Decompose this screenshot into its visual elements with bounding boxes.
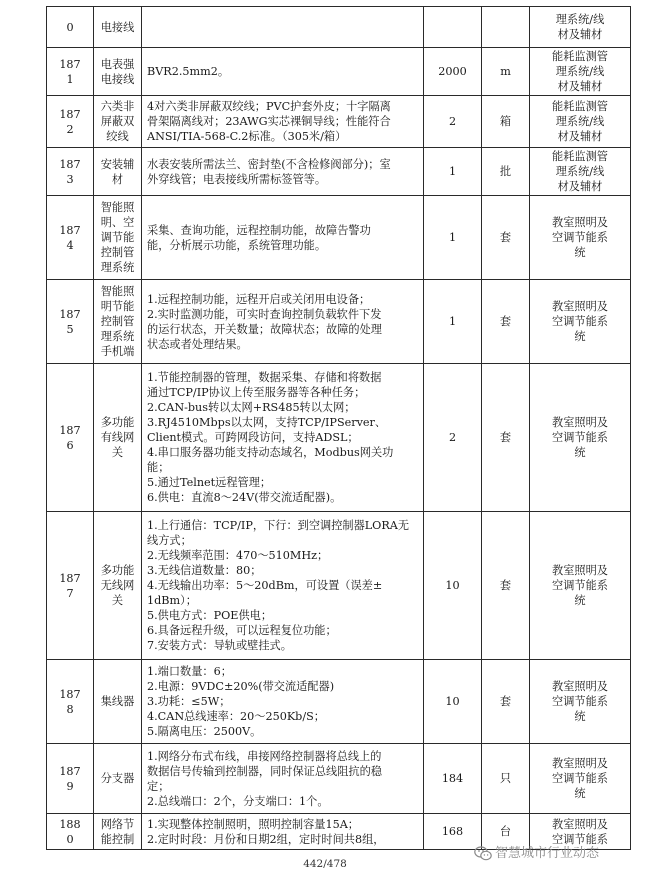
cell-specification-line: 4.无线输出功率：5～20dBm，可设置（误差± — [147, 579, 383, 592]
cell-number — [47, 364, 94, 512]
cell-specification — [142, 280, 424, 364]
cell-specification-line: 数据信号传输到控制器，同时保证总线阻抗的稳 — [147, 764, 382, 778]
cell-specification — [142, 96, 424, 148]
table-row — [47, 96, 631, 148]
cell-quantity: 1 — [424, 148, 482, 196]
cell-quantity: 1 — [424, 280, 482, 364]
table-row — [47, 7, 631, 48]
cell-number — [47, 744, 94, 814]
cell-specification-line: 定； — [147, 779, 170, 793]
cell-specification — [142, 814, 424, 850]
cell-specification-line: 状态或者处理结果。 — [147, 337, 248, 351]
cell-specification-line: 外穿线管；电表接线所需标签管等。 — [147, 172, 327, 186]
cell-number-line: 187 — [59, 57, 81, 71]
cell-system — [530, 364, 631, 512]
cell-system-line: 材及辅材 — [557, 130, 603, 143]
cell-quantity: 168 — [424, 814, 482, 850]
equipment-table — [46, 6, 631, 850]
cell-number-line: 8 — [66, 702, 74, 716]
cell-system-line: 教室照明及 — [552, 817, 608, 831]
cell-system-line: 空调节能系 — [552, 772, 608, 785]
cell-item-name — [94, 744, 142, 814]
cell-system-line: 统 — [574, 246, 586, 259]
cell-specification-line: 2.电源：9VDC±20%(带交流适配器) — [147, 680, 335, 693]
cell-quantity: 2 — [424, 96, 482, 148]
table-row — [47, 48, 631, 96]
cell-system — [530, 280, 631, 364]
table-row — [47, 660, 631, 744]
cell-item-name — [94, 660, 142, 744]
cell-item-name — [94, 280, 142, 364]
cell-item-name-line: 明、空 — [100, 216, 135, 229]
cell-item-name-line: 关 — [111, 594, 124, 607]
cell-specification-line: Client模式。可跨网段访问，支持ADSL； — [147, 431, 359, 444]
cell-unit: 批 — [482, 148, 530, 196]
cell-specification-line: 2.定时时段：月份和日期2组，定时时间共8组， — [147, 832, 385, 846]
cell-system-line: 教室照明及 — [552, 416, 608, 429]
table-row — [47, 744, 631, 814]
cell-specification-line: 的运行状态，开关数量；故障状态；故障的处理 — [147, 322, 382, 336]
cell-specification-line: 5.隔离电压：2500V。 — [147, 725, 262, 738]
cell-item-name — [94, 148, 142, 196]
cell-item-name-line: 调节能 — [100, 231, 135, 244]
cell-system-line: 教室照明及 — [552, 757, 608, 770]
watermark-text: 智慧城市行业动态 — [495, 846, 600, 861]
cell-specification-line: 6.具备远程升级，可以远程复位功能； — [147, 624, 337, 637]
cell-specification-line: 4.CAN总线速率：20～250Kb/S； — [147, 710, 325, 723]
cell-system-line: 理系统/线 — [555, 115, 605, 128]
cell-system — [530, 48, 631, 96]
cell-system — [530, 660, 631, 744]
cell-unit: 套 — [482, 364, 530, 512]
cell-item-name-line: 理系统 — [100, 261, 135, 274]
cell-item-name-line: 多功能 — [100, 416, 135, 429]
cell-specification-line: 2.CAN-bus转以太网+RS485转以太网； — [147, 401, 356, 414]
table-body — [47, 7, 631, 850]
cell-specification-line: ANSI/TIA-568-C.2标准。（305米/箱） — [147, 130, 347, 143]
cell-specification-line: 1.网络分布式布线，串接网络控制器将总线上的 — [147, 749, 382, 763]
cell-specification-line: 1.上行通信：TCP/IP，下行：到空调控制器LORA无 — [147, 519, 410, 532]
cell-specification-line: 2.总线端口：2个，分支端口：1个。 — [147, 794, 329, 808]
cell-item-name-line: 分支器 — [100, 772, 135, 785]
cell-quantity: 2 — [424, 364, 482, 512]
cell-item-name-line: 手机端 — [100, 345, 135, 358]
cell-specification-line: 采集、查询功能，远程控制功能，故障告警功 — [147, 223, 371, 237]
cell-number-line: 187 — [59, 223, 81, 237]
cell-item-name — [94, 96, 142, 148]
cell-specification-line: 3.功耗：≤5W； — [147, 695, 231, 708]
cell-specification-line: 2.无线频率范围：470～510MHz； — [147, 549, 329, 562]
cell-item-name-line: 有线网 — [100, 431, 135, 444]
cell-specification-line: 5.通过Telnet远程管理； — [147, 476, 272, 489]
cell-item-name-line: 集线器 — [100, 695, 135, 708]
cell-system-line: 统 — [574, 330, 586, 343]
cell-system-line: 教室照明及 — [552, 564, 608, 577]
cell-quantity: 10 — [424, 660, 482, 744]
cell-item-name — [94, 364, 142, 512]
cell-item-name-line: 多功能 — [100, 564, 135, 577]
cell-number — [47, 96, 94, 148]
cell-quantity: 184 — [424, 744, 482, 814]
cell-number-line: 2 — [66, 122, 74, 136]
cell-specification — [142, 48, 424, 96]
cell-specification — [142, 364, 424, 512]
cell-unit: 台 — [482, 814, 530, 850]
cell-number-line: 7 — [66, 586, 74, 600]
cell-system-line: 材及辅材 — [557, 80, 603, 93]
cell-quantity: 10 — [424, 512, 482, 660]
cell-system-line: 空调节能系 — [552, 231, 608, 244]
cell-number-line: 187 — [59, 423, 81, 437]
cell-specification-line: 1.实现整体控制照明，照明控制容量15A； — [147, 817, 359, 831]
cell-specification-line: 水表安装所需法兰、密封垫(不含检修阀部分)；室 — [147, 157, 391, 171]
cell-number-line: 1 — [66, 72, 74, 86]
cell-item-name-line: 明节能 — [100, 300, 135, 313]
cell-item-name-line: 智能照 — [100, 285, 135, 298]
cell-item-name-line: 电接线 — [100, 20, 135, 34]
cell-specification-line: 通过TCP/IP协议上传至服务器等各种任务； — [147, 386, 366, 399]
cell-system-line: 材及辅材 — [557, 180, 603, 193]
cell-specification — [142, 7, 424, 48]
cell-quantity: 2000 — [424, 48, 482, 96]
cell-specification-line: 能； — [147, 461, 170, 474]
cell-specification-line: 4.串口服务器功能支持动态域名，Modbus网关功 — [147, 446, 394, 459]
cell-number-line: 187 — [59, 107, 81, 121]
table-row — [47, 196, 631, 280]
cell-item-name-line: 关 — [111, 446, 124, 459]
cell-number — [47, 512, 94, 660]
cell-specification-line: 1.端口数量：6； — [147, 665, 232, 678]
cell-item-name — [94, 196, 142, 280]
cell-specification-line: 5.供电方式：POE供电； — [147, 609, 273, 622]
cell-specification-line: 4对六类非屏蔽双绞线；PVC护套外皮；十字隔离 — [147, 100, 391, 113]
cell-system — [530, 7, 631, 48]
cell-number-line: 9 — [66, 779, 74, 793]
cell-specification — [142, 660, 424, 744]
cell-number — [47, 196, 94, 280]
table-row — [47, 280, 631, 364]
cell-specification-line: 7.安装方式：导轨或壁挂式。 — [147, 639, 292, 652]
table-row — [47, 148, 631, 196]
cell-unit — [482, 7, 530, 48]
cell-quantity — [424, 7, 482, 48]
cell-number-line: 0 — [66, 20, 74, 34]
cell-unit: 套 — [482, 660, 530, 744]
cell-number-line: 187 — [59, 764, 81, 778]
cell-system — [530, 196, 631, 280]
wechat-icon — [474, 846, 492, 861]
cell-unit: 套 — [482, 280, 530, 364]
cell-unit: 套 — [482, 196, 530, 280]
page-number: 442/478 — [303, 858, 347, 870]
cell-specification-line: 1dBm）； — [147, 594, 197, 607]
cell-unit: m — [482, 48, 530, 96]
cell-specification-line: 6.供电：直流8～24V(带交流适配器)。 — [147, 491, 342, 504]
cell-system-line: 教室照明及 — [552, 680, 608, 693]
cell-system-line: 统 — [574, 594, 586, 607]
cell-system — [530, 96, 631, 148]
cell-number — [47, 148, 94, 196]
cell-item-name-line: 材 — [111, 172, 124, 186]
table-row — [47, 512, 631, 660]
cell-number-line: 5 — [66, 322, 74, 336]
cell-system-line: 空调节能系 — [552, 579, 608, 592]
cell-number-line: 3 — [66, 172, 74, 186]
table-row — [47, 364, 631, 512]
cell-specification-line: 能，分析展示功能，系统管理功能。 — [147, 238, 327, 252]
cell-item-name — [94, 7, 142, 48]
cell-number — [47, 48, 94, 96]
cell-item-name-line: 屏蔽双 — [100, 115, 135, 128]
cell-system-line: 教室照明及 — [552, 300, 608, 313]
cell-specification-line: 3.无线信道数量：80； — [147, 564, 262, 577]
cell-specification — [142, 196, 424, 280]
cell-system-line: 统 — [574, 446, 586, 459]
cell-number-line: 187 — [59, 157, 81, 171]
cell-system-line: 空调节能系 — [552, 695, 608, 708]
cell-system — [530, 744, 631, 814]
cell-system — [530, 148, 631, 196]
cell-specification-line: 3.RJ4510Mbps以太网，支持TCP/IPServer、 — [147, 416, 387, 429]
cell-item-name-line: 智能照 — [100, 201, 135, 214]
cell-item-name-line: 电表强 — [100, 57, 135, 71]
cell-system-line: 空调节能系 — [552, 832, 608, 846]
cell-specification-line: 线方式； — [147, 534, 192, 547]
cell-system-line: 能耗监测管 — [552, 50, 608, 63]
cell-system-line: 理系统/线 — [555, 13, 605, 26]
cell-system-line: 教室照明及 — [552, 216, 608, 229]
cell-specification — [142, 148, 424, 196]
cell-number-line: 6 — [66, 438, 74, 452]
cell-number-line: 4 — [66, 238, 74, 252]
cell-item-name-line: 安装辅 — [100, 157, 135, 171]
cell-item-name — [94, 48, 142, 96]
cell-number — [47, 280, 94, 364]
cell-item-name-line: 能控制 — [100, 832, 135, 846]
cell-item-name-line: 控制管 — [100, 246, 135, 259]
cell-item-name-line: 控制管 — [100, 315, 135, 328]
cell-specification-line: 2.实时监测功能，可实时查询控制负载软件下发 — [147, 307, 382, 321]
cell-system-line: 理系统/线 — [555, 65, 605, 78]
cell-quantity: 1 — [424, 196, 482, 280]
cell-item-name-line: 电接线 — [100, 72, 135, 86]
cell-unit: 套 — [482, 512, 530, 660]
cell-specification-line: 1.节能控制器的管理，数据采集、存储和将数据 — [147, 371, 382, 384]
cell-system-line: 能耗监测管 — [552, 150, 608, 163]
cell-number-line: 0 — [66, 832, 74, 846]
cell-number-line: 188 — [59, 817, 81, 831]
cell-unit: 箱 — [482, 96, 530, 148]
cell-item-name-line: 理系统 — [100, 330, 135, 343]
cell-system — [530, 512, 631, 660]
cell-number-line: 187 — [59, 571, 81, 585]
cell-system-line: 空调节能系 — [552, 315, 608, 328]
cell-item-name-line: 六类非 — [100, 100, 135, 113]
watermark — [474, 842, 599, 861]
cell-number-line: 187 — [59, 687, 81, 701]
cell-system-line: 材及辅材 — [557, 28, 603, 41]
cell-number — [47, 814, 94, 850]
cell-specification-line: 骨架隔离线对；23AWG实芯裸铜导线；性能符合 — [147, 115, 391, 128]
cell-item-name — [94, 512, 142, 660]
cell-item-name-line: 网络节 — [100, 817, 135, 831]
cell-system-line: 统 — [574, 787, 586, 800]
cell-item-name-line: 绞线 — [106, 130, 129, 143]
cell-number — [47, 7, 94, 48]
cell-specification — [142, 744, 424, 814]
cell-specification-line: 1.远程控制功能，远程开启或关闭用电设备； — [147, 292, 371, 306]
cell-system-line: 统 — [574, 710, 586, 723]
cell-specification — [142, 512, 424, 660]
cell-specification-line: BVR2.5mm2。 — [147, 65, 230, 78]
cell-number-line: 187 — [59, 307, 81, 321]
cell-system-line: 理系统/线 — [555, 165, 605, 178]
cell-item-name-line: 无线网 — [100, 579, 135, 592]
cell-number — [47, 660, 94, 744]
cell-unit: 只 — [482, 744, 530, 814]
cell-item-name — [94, 814, 142, 850]
cell-system-line: 空调节能系 — [552, 431, 608, 444]
equipment-table-sheet — [46, 6, 630, 850]
cell-system-line: 能耗监测管 — [552, 100, 608, 113]
